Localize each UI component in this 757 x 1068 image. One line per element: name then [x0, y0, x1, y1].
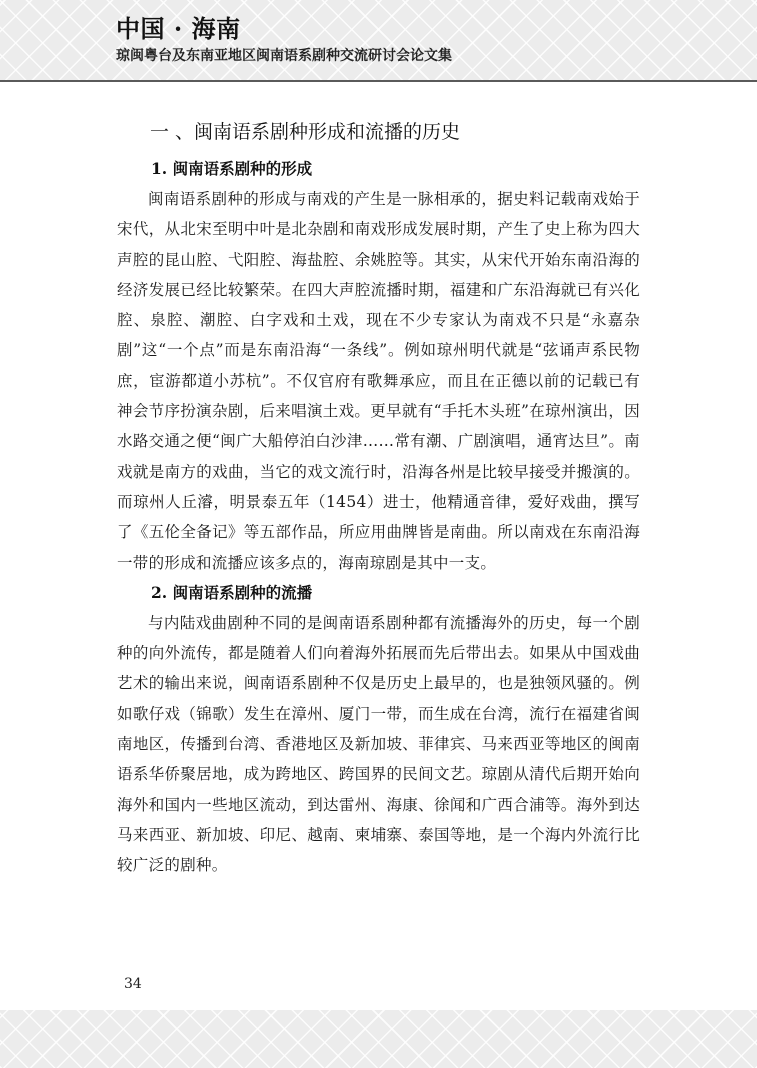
paragraph-formation: 闽南语系剧种的形成与南戏的产生是一脉相承的，据史料记载南戏始于宋代，从北宋至明中叶是北杂剧和南戏形成发展时期，产生了史上称为四大声腔的昆山腔、弋阳腔、海盐腔、余姚腔等。其实，从宋代开始东南沿海的经济发展已经比较繁荣。在四大声腔流播时期，福建和广东沿海就已有兴化腔、泉腔、潮腔、白字戏和土戏，现在不少专家认为南戏不只是“永嘉杂剧”这“一个点”而是东南沿海“一条线”。例如琼州明代就是“弦诵声系民物庶，宦游都道小苏杭”。不仅官府有歌舞承应，而且在正德以前的记载已有神会节序扮演杂剧，后来唱演土戏。更早就有“手托木头班”在琼州演出，因水路交通之便“闽广大船停泊白沙津……常有潮、广剧演唱，通宵达旦”。南戏就是南方的戏曲，当它的戏文流行时，沿海各州是比较早接受并搬演的。而琼州人丘濬，明景泰五年（1454）进士，他精通音律，爱好戏曲，撰写了《五伦全备记》等五部作品，所应用曲牌皆是南曲。所以南戏在东南沿海一带的形成和流播应该多点的，海南琼剧是其中一支。: [117, 190, 640, 572]
subsection-title-formation: 1. 闽南语系剧种的形成: [151, 159, 313, 178]
header-title: 中国 · 海南: [116, 14, 241, 43]
page-number: 34: [124, 976, 142, 992]
article-body: [117, 118, 640, 881]
footer-pattern-band: [0, 1010, 757, 1068]
subsection-title-spread: 2. 闽南语系剧种的流播: [151, 582, 313, 602]
running-header: [116, 14, 452, 66]
header-divider: [0, 80, 757, 82]
section-title: 一 、闽南语系剧种形成和流播的历史: [150, 121, 461, 143]
paragraph-spread: 与内陆戏曲剧种不同的是闽南语系剧种都有流播海外的历史，每一个剧种的向外流传，都是随着人们向着海外拓展而先后带出去。如果从中国戏曲艺术的输出来说，闽南语系剧种不仅是历史上最早的，也是独领风骚的。例如歌仔戏（锦歌）发生在漳州、厦门一带，而生成在台湾，流行在福建省闽南地区，传播到台湾、香港地区及新加坡、菲律宾、马来西亚等地区的闽南语系华侨聚居地，成为跨地区、跨国界的民间文艺。琼剧从清代后期开始向海外和国内一些地区流动，到达雷州、海康、徐闻和广西合浦等。海外到达马来西亚、新加坡、印尼、越南、柬埔寨、泰国等地，是一个海内外流行比较广泛的剧种。: [117, 613, 640, 875]
header-subtitle: 琼闽粤台及东南亚地区闽南语系剧种交流研讨会论文集: [116, 48, 452, 64]
